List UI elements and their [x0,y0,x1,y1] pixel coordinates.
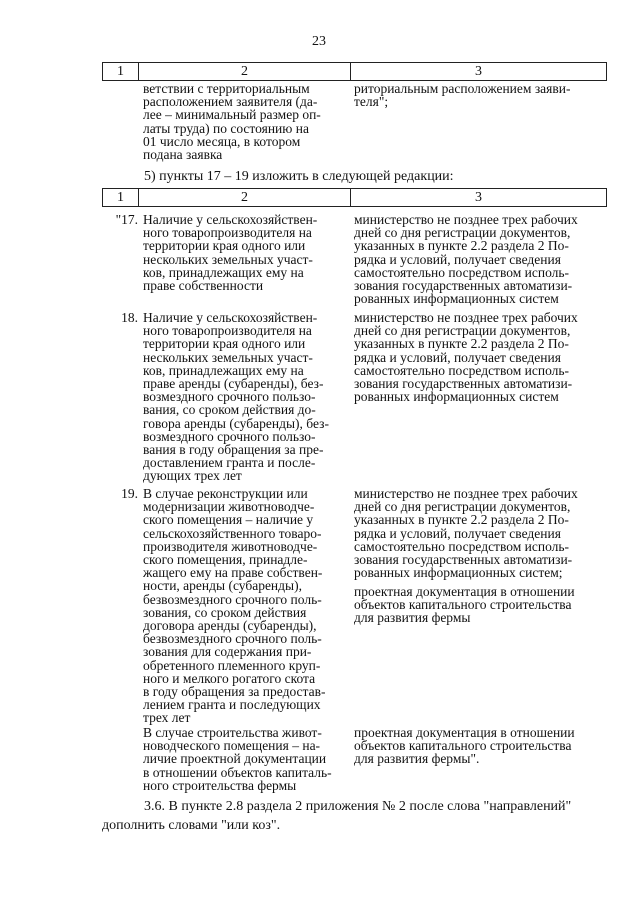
row-criterion: В случае строительства живот- новодческого помещения – на- личие проектной документации в отношении объектов капиталь- ного строительства фермы [143,725,332,793]
row-number: "17. [115,212,138,227]
continuation-col-3: риториальным расположением заяви- теля"; [354,81,571,110]
table-header-2 [102,188,607,207]
row-verification-extra: проектная документация в отношении объектов капитального строительства для развития фермы [354,584,575,626]
row-verification: министерство не позднее трех рабочих дней со дня регистрации документов, указанных в пункте 2.2 раздела 2 По- рядка и условий, получает сведения самостоятельно посредством исполь- зования государственных автоматизи- рованных информационных систем [354,212,578,307]
row-verification: министерство не позднее трех рабочих дней со дня регистрации документов, указанных в пункте 2.2 раздела 2 По- рядка и условий, получает сведения самостоятельно посредством исполь- зования государственных автоматизи- рованных информационных систем; [354,486,578,581]
row-verification: проектная документация в отношении объектов капитального строительства для развития фермы". [354,725,575,767]
header-col-2: 2 [139,63,351,80]
header-col-1: 1 [103,189,139,206]
row-criterion: Наличие у сельскохозяйствен- ного товаропроизводителя на территории края одного или нескольких земельных участ- ков, принадлежащих ему на праве аренды (субаренды), без- возмездного срочного пользо- вания, со сроком действия до- говора аренды (субаренды), без- возмездного срочного пользо- вания в году обращения за пре- доставлением гранта и после- дующих трех лет [143,310,329,484]
final-paragraph-line-1: 3.6. В пункте 2.8 раздела 2 приложения № 2 после слова "направлений" [144,799,572,814]
final-paragraph-line-2: дополнить словами "или коз". [102,818,281,833]
row-criterion: Наличие у сельскохозяйствен- ного товаропроизводителя на территории края одного или нескольких земельных участ- ков, принадлежащих ему на праве собственности [143,212,318,294]
header-col-3: 3 [475,63,482,79]
intro-paragraph: 5) пункты 17 – 19 изложить в следующей редакции: [144,169,454,184]
header-col-1: 1 [103,63,139,80]
table-header [102,62,607,81]
header-col-2: 2 [139,189,351,206]
row-number: 18. [121,310,138,325]
header-col-3: 3 [475,189,482,205]
row-number: 19. [121,486,138,501]
continuation-col-2: ветствии с территориальным расположением заявителя (да- лее – минимальный размер оп- латы труда) по состоянию на 01 число месяца, в котором подана заявка [143,81,321,163]
row-verification: министерство не позднее трех рабочих дней со дня регистрации документов, указанных в пункте 2.2 раздела 2 По- рядка и условий, получает сведения самостоятельно посредством исполь- зования государственных автоматизи- рованных информационных систем [354,310,578,405]
page-number: 23 [312,34,326,49]
row-criterion: В случае реконструкции или модернизации животноводче- ского помещения – наличие у сельскохозяйственного товаро- производителя животноводче- ского помещения, принадле- жащего ему на праве собствен- ности, аренды (субаренды), безвозмездного срочного поль- зования, со сроком действия договора аренды (субаренды), безвозмездного срочного поль- зования для содержания при- обретенного племенного круп- ного и мелкого рогатого скота в году обращения за предостав- лением гранта и последующих трех лет [143,486,326,726]
